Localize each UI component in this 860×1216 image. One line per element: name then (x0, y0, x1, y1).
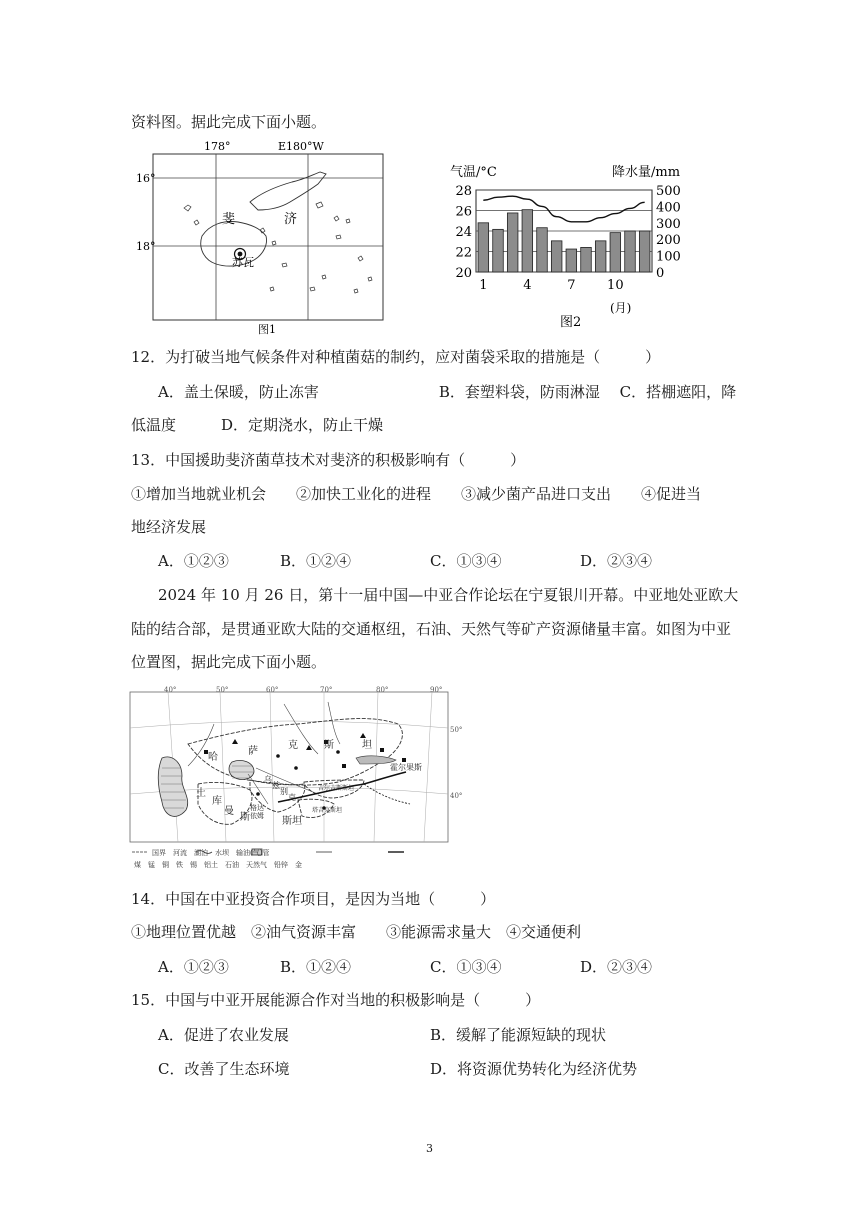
left-tick-label: 28 (455, 184, 472, 199)
precip-bar (551, 241, 562, 272)
map-legend-row2: 煤 锰 铜 铁 锡 铝土 石油 天然气 铅锌 金 (134, 861, 302, 869)
map-label-kyrgyzstan: 吉尔吉斯斯坦 (318, 785, 355, 792)
right-tick-label: 0 (656, 266, 665, 281)
q14-stem: 14．中国在中亚投资合作项目，是因为当地（ ） (131, 890, 496, 908)
left-axis-title: 气温/°C (450, 165, 497, 180)
fig1-caption: 图1 (258, 323, 276, 336)
q14-choice-d: D．②③④ (580, 958, 653, 976)
map-label-tu: 土 (196, 788, 206, 799)
map-label-zi: 兹 (272, 781, 280, 790)
climate-chart-figure (448, 160, 718, 340)
q13-choice-d: D．②③④ (580, 552, 653, 570)
map-label-ku: 库 (212, 796, 222, 807)
precip-bar (493, 229, 504, 272)
map-lon-80: 80° (376, 686, 389, 694)
right-tick-label: 100 (656, 249, 681, 265)
map-label-ke2: 克 (288, 793, 296, 802)
right-tick-label: 200 (656, 233, 681, 249)
map-label-tan2: 坦 (292, 816, 302, 827)
left-tick-label: 24 (455, 225, 472, 240)
precip-bar (625, 231, 636, 272)
intro-tail-text: 资料图。据此完成下面小题。 (131, 113, 327, 131)
map-label-si2: 斯 (240, 812, 250, 823)
q13-statements-line2: 地经济发展 (131, 518, 207, 536)
central-asia-map (128, 684, 488, 874)
right-axis-title: 降水量/mm (612, 165, 681, 180)
passage-line1: 2024 年 10 月 26 日，第十一届中国—中亚合作论坛在宁夏银川开幕。中亚地处亚欧大 (158, 586, 739, 604)
map-label-man: 曼 (224, 806, 234, 817)
map-lon-60: 60° (266, 686, 279, 694)
q13-choice-a: A．①②③ (158, 552, 229, 570)
precip-bar (639, 231, 650, 272)
lat-label-18: 18° (136, 240, 156, 253)
map-lon-40: 40° (164, 686, 177, 694)
climate-chart (448, 160, 718, 340)
map-label-ke: 克 (288, 740, 298, 751)
map-label-tajikistan: 塔吉克斯坦 (312, 807, 343, 814)
q15-stem: 15．中国与中亚开展能源合作对当地的积极影响是（ ） (131, 991, 541, 1009)
x-tick-label: 10 (607, 278, 624, 293)
central-asia-map-figure (128, 684, 488, 874)
map-lat-40: 40° (450, 792, 463, 800)
right-tick-label: 500 (656, 184, 681, 199)
map-legend-row1: 国界 河流 湖泊 水坝 输油(气)管 (152, 849, 270, 857)
lon-label-178: 178° (204, 140, 231, 153)
map-lon-70: 70° (320, 686, 333, 694)
map-label-sa: 萨 (248, 746, 258, 757)
month-unit-label: (月) (610, 301, 632, 315)
right-tick-label: 300 (656, 216, 681, 232)
map-label-horgos: 霍尔果斯 (390, 763, 422, 772)
precip-bar (478, 223, 489, 272)
q15-choice-c: C．改善了生态环境 (158, 1060, 290, 1078)
map-label-tan: 坦 (362, 740, 372, 751)
map-label-si3: 斯 (282, 816, 292, 827)
q15-choice-d: D．将资源优势转化为经济优势 (430, 1060, 638, 1078)
precip-bar (507, 213, 518, 272)
map-label-si: 斯 (324, 740, 334, 751)
left-tick-label: 20 (455, 266, 472, 281)
precip-bar (522, 210, 533, 272)
map-label-ha: 哈 (208, 752, 218, 763)
lat-label-16: 16° (136, 172, 156, 185)
fiji-map (136, 138, 390, 338)
x-tick-label: 7 (567, 278, 576, 293)
map-label-wu: 乌 (264, 775, 272, 784)
q13-stem: 13．中国援助斐济菌草技术对斐济的积极影响有（ ） (131, 451, 526, 469)
passage-line2: 陆的结合部，是贯通亚欧大陆的交通枢纽，石油、天然气等矿产资源储量丰富。如图为中亚 (131, 620, 732, 638)
fig2-caption: 图2 (560, 315, 582, 330)
map-lon-50: 50° (216, 686, 229, 694)
fiji-map-figure (136, 138, 390, 338)
map-lon-90: 90° (430, 686, 443, 694)
map-lat-50: 50° (450, 726, 463, 734)
x-tick-label: 1 (479, 278, 488, 293)
q14-choice-c: C．①③④ (430, 958, 502, 976)
page-number: 3 (426, 1142, 433, 1155)
precip-bar (581, 247, 592, 272)
map-label-bie: 别 (280, 787, 288, 796)
precip-bar (595, 241, 606, 272)
q15-choice-a: A．促进了农业发展 (158, 1026, 289, 1044)
q13-choice-b: B．①②④ (280, 552, 352, 570)
q15-choice-b: B．缓解了能源短缺的现状 (430, 1026, 607, 1044)
precip-bar (566, 249, 577, 272)
place-label-ji: 济 (284, 212, 298, 227)
precip-bar (537, 228, 548, 272)
map-label-geda: 格达 (250, 804, 264, 812)
q13-statements-line1: ①增加当地就业机会 ②加快工业化的进程 ③减少菌产品进口支出 ④促进当 (131, 485, 702, 503)
place-label-suva: 苏瓦 (232, 256, 254, 269)
x-tick-label: 4 (523, 278, 532, 293)
passage-line3: 位置图，据此完成下面小题。 (131, 653, 327, 671)
q12-options-line2: 低温度 D．定期浇水，防止干燥 (131, 416, 384, 434)
q14-choice-a: A．①②③ (158, 958, 229, 976)
map-label-yimu: 依姆 (250, 812, 264, 820)
place-label-fei: 斐 (222, 212, 236, 227)
left-tick-label: 26 (455, 204, 472, 220)
q14-choice-b: B．①②④ (280, 958, 352, 976)
q14-statements: ①地理位置优越 ②油气资源丰富 ③能源需求量大 ④交通便利 (131, 923, 582, 941)
right-tick-label: 400 (656, 200, 681, 216)
lon-label-180: E180°W (278, 140, 324, 153)
left-tick-label: 22 (455, 245, 472, 261)
q12-stem: 12．为打破当地气候条件对种植菌菇的制约，应对菌袋采取的措施是（ ） (131, 348, 661, 366)
q13-choice-c: C．①③④ (430, 552, 502, 570)
q12-options-line1: A．盖土保暖，防止冻害 B．套塑料袋，防雨淋湿 C．搭棚遮阳，降 (158, 383, 737, 401)
precip-bar (610, 233, 621, 272)
